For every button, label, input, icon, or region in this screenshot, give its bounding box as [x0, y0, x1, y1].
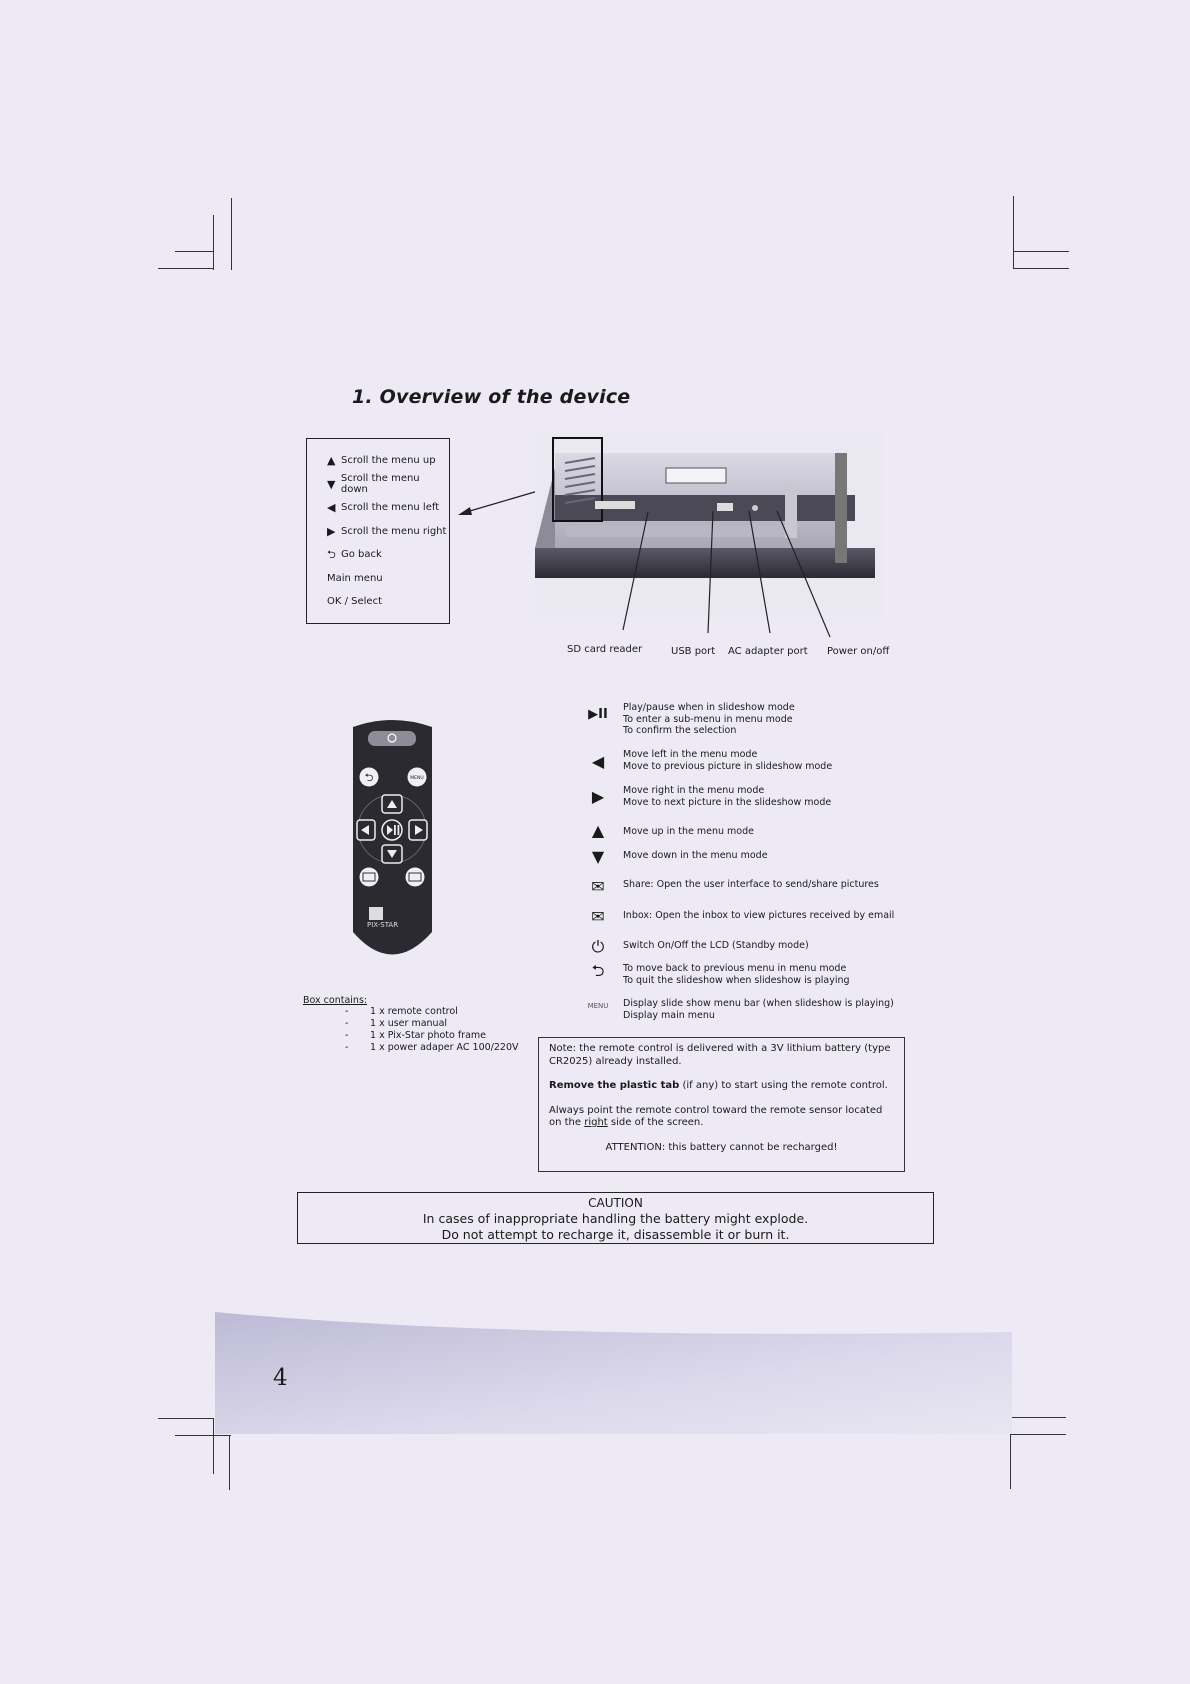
legend-row — [327, 473, 449, 497]
note-paragraph: Note: the remote control is delivered with a 3V lithium battery (type CR2025) already installed. — [549, 1043, 891, 1067]
power-caption: Power on/off — [827, 646, 890, 657]
battery-note — [538, 1037, 905, 1172]
arrow-up-icon: ▲ — [327, 454, 336, 468]
legend-text — [623, 998, 894, 1021]
footer-band — [215, 1312, 1012, 1434]
menu-icon: MENU — [587, 1002, 609, 1010]
list-item-text: 1 x Pix-Star photo frame — [370, 1030, 487, 1041]
legend-line: Move right in the menu mode — [623, 785, 765, 796]
crop-mark — [1010, 1434, 1066, 1435]
legend-line: To enter a sub-menu in menu mode — [623, 713, 793, 725]
crop-mark — [231, 198, 232, 270]
note-paragraph — [549, 1105, 894, 1130]
crop-mark — [1013, 196, 1014, 269]
crop-mark — [213, 1418, 214, 1474]
usb-port-caption: USB port — [671, 646, 716, 657]
legend-line: Display slide show menu bar (when slideshow is playing) — [623, 998, 894, 1009]
legend-line: Move up in the menu mode — [623, 826, 754, 837]
box-contents-title: Box contains: — [303, 995, 368, 1006]
legend-row — [327, 449, 449, 473]
legend-text — [623, 702, 795, 737]
legend-line: Move to next picture in the slideshow mode — [623, 796, 832, 808]
legend-label: Scroll the menu down — [340, 473, 420, 496]
legend-line: Move left in the menu mode — [623, 749, 758, 760]
arrow-down-icon: ▼ — [591, 847, 605, 866]
arrow-up-icon: ▲ — [591, 821, 605, 840]
legend-text — [623, 879, 879, 891]
list-item-text: 1 x remote control — [370, 1006, 458, 1017]
note-underline: right — [584, 1117, 608, 1128]
list-item: - 1 x user manual — [345, 1018, 448, 1029]
arrow-right-icon: ▶ — [327, 524, 336, 538]
box-contents-list — [345, 1006, 519, 1054]
legend-line: Move to previous picture in slideshow mode — [623, 760, 833, 772]
legend-label: Go back — [341, 549, 382, 561]
legend-row — [327, 543, 449, 567]
legend-row — [327, 520, 449, 544]
crop-mark — [1013, 251, 1069, 252]
crop-mark — [158, 268, 214, 269]
note-paragraph — [549, 1080, 894, 1093]
legend-text — [623, 850, 768, 862]
legend-line: Inbox: Open the inbox to view pictures received by email — [623, 910, 895, 921]
crop-mark — [229, 1435, 230, 1490]
caution-title: CAUTION — [588, 1196, 643, 1210]
legend-text — [623, 940, 809, 952]
share-icon: ✉ — [591, 877, 605, 896]
legend-row — [327, 590, 449, 614]
legend-line: Switch On/Off the LCD (Standby mode) — [623, 940, 809, 951]
legend-row — [327, 567, 449, 591]
ac-adapter-caption: AC adapter port — [728, 646, 808, 657]
legend-line: Move down in the menu mode — [623, 850, 768, 861]
note-emphasis: Remove the plastic tab — [549, 1080, 680, 1091]
sd-card-caption: SD card reader — [567, 644, 643, 655]
section-title: 1. Overview of the device — [352, 386, 631, 408]
page-number: 4 — [273, 1365, 288, 1391]
legend-label: Scroll the menu right — [341, 525, 447, 537]
legend-label: Scroll the menu up — [341, 455, 436, 467]
legend-line: Share: Open the user interface to send/share pictures — [623, 879, 879, 890]
arrow-right-icon: ▶ — [591, 787, 605, 806]
caution-line: In cases of inappropriate handling the battery might explode. — [422, 1211, 809, 1226]
remote-brand: PIX-STAR — [367, 921, 399, 929]
back-icon: ⮌ — [327, 548, 336, 562]
side-button-legend — [306, 438, 450, 624]
svg-text:⮌: ⮌ — [364, 771, 374, 784]
legend-text — [623, 749, 832, 772]
legend-label: Main menu — [327, 572, 383, 584]
legend-line: Display main menu — [623, 1009, 715, 1021]
back-icon: ⮌ — [591, 961, 605, 980]
list-item-text: 1 x power adaper AC 100/220V — [370, 1042, 519, 1053]
legend-line: To move back to previous menu in menu mode — [623, 963, 847, 974]
caption-leader-lines — [600, 505, 840, 640]
list-item: - 1 x power adaper AC 100/220V — [345, 1042, 519, 1053]
power-icon: ⏻ — [591, 937, 605, 956]
legend-text — [623, 826, 754, 838]
legend-text — [623, 785, 831, 808]
note-text: (if any) to start using the remote control. — [679, 1080, 888, 1091]
list-item: - 1 x remote control — [345, 1006, 458, 1017]
crop-mark — [1013, 268, 1069, 269]
legend-label: Scroll the menu left — [341, 502, 440, 514]
arrow-down-icon: ▼ — [327, 477, 336, 491]
caution-box — [297, 1192, 934, 1244]
crop-mark — [213, 215, 214, 270]
legend-line: Play/pause when in slideshow mode — [623, 702, 795, 713]
legend-line: To quit the slideshow when slideshow is playing — [623, 974, 850, 986]
note-text: Always point the remote control toward the remote sensor located on the — [549, 1104, 883, 1128]
legend-row — [327, 496, 449, 520]
note-attention: ATTENTION: this battery cannot be recharged! — [605, 1141, 838, 1153]
legend-label: OK / Select — [327, 596, 383, 608]
play-pause-icon: ▶II — [588, 707, 608, 722]
arrow-left-icon: ◀ — [591, 752, 605, 771]
legend-text — [623, 910, 894, 922]
arrow-left-icon: ◀ — [327, 501, 336, 515]
list-item: - 1 x Pix-Star photo frame — [345, 1030, 487, 1041]
remote-control — [345, 717, 440, 965]
crop-mark — [158, 1418, 214, 1419]
legend-text — [623, 963, 850, 986]
caution-line: Do not attempt to recharge it, disassemble it or burn it. — [441, 1227, 790, 1242]
inbox-icon: ✉ — [591, 907, 605, 926]
remote-menu-text: MENU — [410, 776, 424, 781]
crop-mark — [1010, 1417, 1066, 1418]
crop-mark — [175, 251, 213, 252]
legend-line: To confirm the selection — [623, 725, 737, 736]
list-item-text: 1 x user manual — [370, 1018, 448, 1029]
crop-mark — [175, 1435, 231, 1436]
note-text: side of the screen. — [607, 1117, 704, 1128]
